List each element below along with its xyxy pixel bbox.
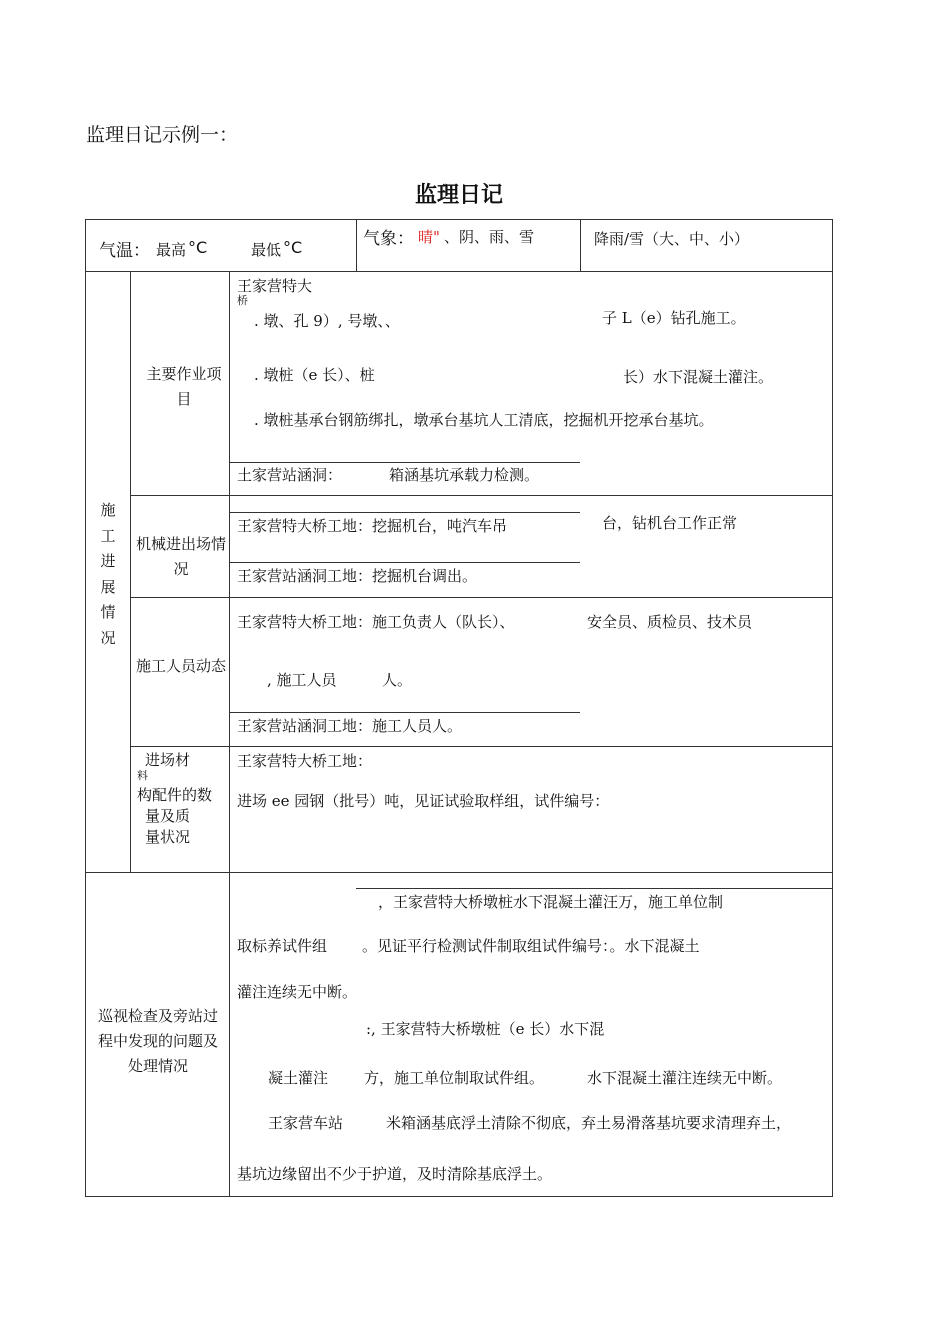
- materials-label-1: 进场材: [145, 751, 191, 769]
- main-work-line3a: . 墩桩（e 长）、桩: [254, 366, 375, 384]
- temp-high-label: 最高: [156, 241, 187, 259]
- personnel-line1b: 安全员、质检员、技术员: [587, 613, 753, 631]
- main-work-line5b: 箱涵基坑承载力检测。: [389, 466, 540, 484]
- temp-low-unit: °C: [283, 238, 303, 257]
- sky-options: 、阴、雨、雪: [444, 228, 535, 246]
- main-work-line5a: 土家营站涵洞：: [237, 466, 343, 484]
- subline-main-work: [229, 462, 580, 463]
- machinery-line1a: 王家营特大桥工地：挖掘机台，吨汽车吊: [237, 517, 508, 535]
- rain-label: 降雨/雪（大、中、小）: [594, 230, 750, 248]
- temp-low-label: 最低: [251, 241, 282, 259]
- personnel-line2a: , 施工人员: [267, 671, 337, 689]
- main-work-line2a: . 墩、孔 9）, 号墩、、: [254, 312, 400, 330]
- row-divider-inspection: [85, 872, 833, 873]
- inspection-label: 巡视检查及旁站过程中发现的问题及处理情况: [97, 1007, 218, 1075]
- document-heading: 监理日记示例一：: [86, 124, 239, 146]
- row-divider-personnel: [130, 597, 833, 598]
- inspection-line7: 基坑边缘留出不少于护道，及时清除基底浮土。: [237, 1165, 553, 1183]
- inspection-line4: :, 王家营特大桥墩桩（e 长）水下混: [366, 1020, 605, 1038]
- col-divider-section: [130, 271, 131, 872]
- materials-label-2: 构配件的数: [137, 786, 213, 804]
- main-work-line2b: 子 L（e）钻孔施工。: [602, 309, 746, 327]
- main-work-line1: 王家营特大: [237, 277, 313, 295]
- machinery-line1b: 台，钻机台工作正常: [602, 514, 738, 532]
- subline-machinery-2: [229, 562, 580, 563]
- main-work-label: 主要作业项目: [146, 365, 222, 408]
- row-divider-materials: [130, 746, 833, 747]
- inspection-line1: ，王家营特大桥墩桩水下混凝土灌汪万，施工单位制: [378, 893, 724, 911]
- personnel-line1a: 王家营特大桥工地：施工负责人（队长）、: [237, 613, 515, 631]
- materials-label-1-cut: 料: [137, 769, 148, 782]
- materials-line1: 王家营特大桥工地：: [237, 752, 373, 770]
- personnel-line3: 王家营站涵洞工地：施工人员人。: [237, 717, 463, 735]
- temp-label: 气温：: [99, 241, 150, 261]
- subline-inspection: [356, 888, 833, 889]
- personnel-line2b: 人。: [382, 671, 413, 689]
- col-divider-weather-1: [356, 219, 357, 271]
- personnel-label: 施工人员动态: [136, 657, 227, 675]
- machinery-line2: 王家营站涵洞工地：挖掘机台调出。: [237, 567, 478, 585]
- main-work-line1-cut: 桥: [237, 294, 248, 307]
- temp-high-unit: °C: [188, 238, 208, 257]
- progress-section-label: 施工进展情况: [100, 501, 116, 647]
- inspection-line5b: 方，施工单位制取试件组。: [364, 1069, 545, 1087]
- main-work-line3b: 长）水下混凝土灌注。: [623, 368, 774, 386]
- inspection-line5a: 凝土灌注: [268, 1069, 329, 1087]
- main-work-line4: . 墩桩基承台钢筋绑扎，墩承台基坑人工清底，挖掘机开挖承台基坑。: [254, 411, 714, 429]
- materials-label-3: 量状况: [145, 828, 191, 846]
- materials-label-2-cut: 量及质: [145, 807, 191, 825]
- inspection-line2a: 取标养试件组: [237, 937, 328, 955]
- col-divider-weather-2: [580, 219, 581, 271]
- inspection-line6a: 王家营车站: [268, 1114, 344, 1132]
- machinery-label: 机械进出场情况: [136, 535, 227, 578]
- inspection-line2b: 。见证平行检测试件制取组试件编号：。水下混凝土: [362, 937, 700, 955]
- inspection-line3: 灌注连续无中断。: [237, 983, 358, 1001]
- subline-machinery-1: [229, 512, 580, 513]
- inspection-line5c: 水下混凝土灌注连续无中断。: [587, 1069, 783, 1087]
- col-divider-label: [229, 271, 230, 1197]
- row-divider-machinery: [130, 495, 833, 496]
- document-title: 监理日记: [414, 183, 503, 208]
- subline-personnel: [229, 712, 580, 713]
- inspection-line6b: 米箱涵基底浮土清除不彻底，弃土易滑落基坑要求清理弃土，: [386, 1114, 792, 1132]
- row-divider-weather: [85, 271, 833, 272]
- sky-label: 气象：: [363, 229, 414, 249]
- materials-line2: 进场 ee 园钢（批号）吨，见证试验取样组，试件编号：: [237, 792, 610, 810]
- sky-sunny: 晴": [418, 228, 440, 246]
